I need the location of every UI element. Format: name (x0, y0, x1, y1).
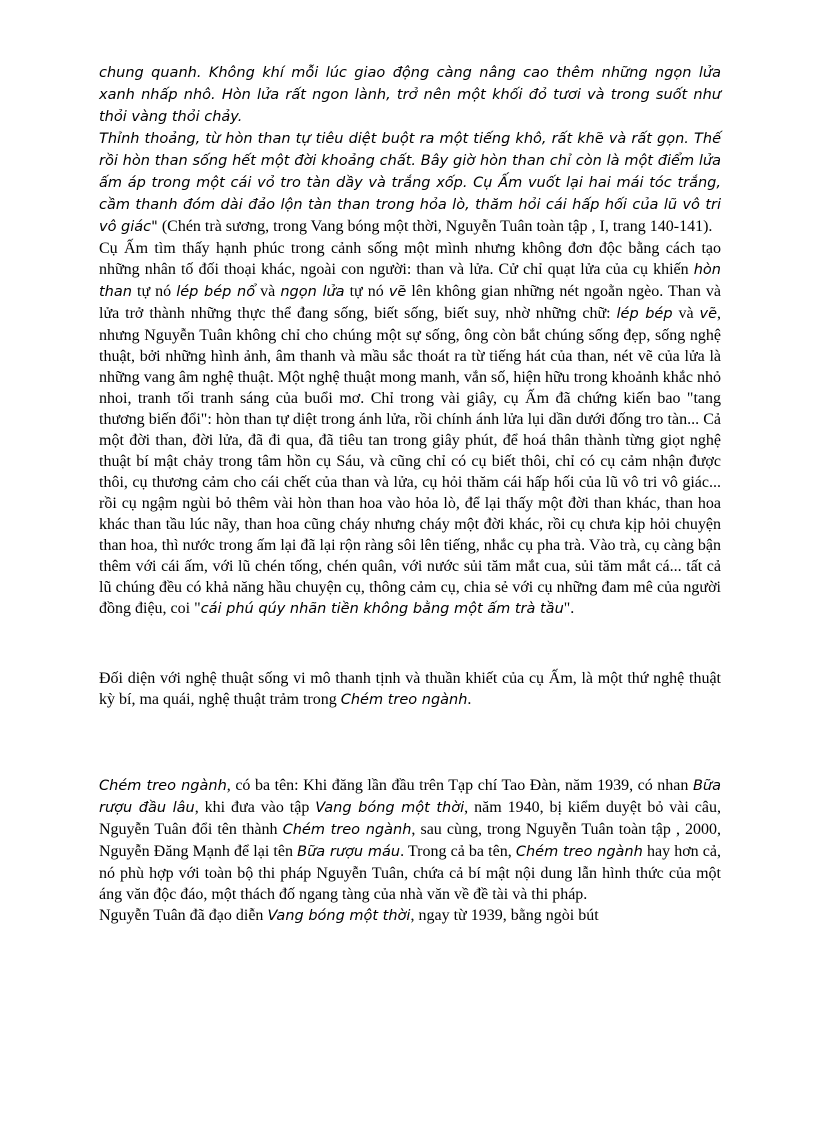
paragraph-transition (99, 668, 721, 711)
paragraph-quote-continuation (99, 62, 721, 128)
citation: (Chén trà sương, trong Vang bóng một thời, Nguyễn Tuân toàn tập , I, trang 140-141). (157, 218, 713, 235)
emphasis: lép bép (616, 306, 673, 322)
emphasis: cái phú qúy nhãn tiền không bằng một ấm trà tầu (200, 601, 564, 617)
document-page (99, 62, 721, 927)
text-run: lên không gian những nét ngoằn ngèo. Than và lửa trở thành những thực thể đang sống, biết sống, biết suy, nhờ những chữ: (99, 283, 722, 322)
text-run: , năm 1940, bị kiểm duyệt bỏ vài câu, Nguyễn Tuân đổi tên thành (99, 799, 721, 838)
paragraph-titles (99, 775, 721, 905)
text-run: Nguyễn Tuân đã đạo diễn (99, 907, 268, 924)
paragraph-quote-end (99, 128, 721, 238)
text-run: Đối diện với nghệ thuật sống vi mô thanh tịnh và thuần khiết của cụ Ấm, là một thứ nghệ thuật kỳ bí, ma quái, nghệ thuật trảm trong (99, 670, 721, 708)
text-run: và (255, 283, 281, 300)
quote-text: chung quanh. Không khí mỗi lúc giao động càng nâng cao thêm những ngọn lửa xanh nhấp nhô. Hòn lửa rất ngon lành, trở nên một khối đỏ tươi và trong suốt như thỏi vàng thỏi chảy. (99, 65, 721, 125)
text-run: , ngay từ 1939, bằng ngòi bút (410, 907, 599, 924)
emphasis: Bữa rượu máu (297, 844, 401, 860)
text-run: . (467, 691, 472, 708)
emphasis: ngọn lửa (280, 284, 345, 300)
emphasis: vẽ (699, 306, 718, 322)
text-run: tự nó (131, 283, 177, 300)
emphasis: hòn than (99, 262, 721, 300)
text-run: , có ba tên: Khi đăng lần đầu trên Tạp chí Tao Đàn, năm 1939, có nhan (226, 777, 693, 794)
text-run: hay hơn cả, nó phù hợp với toàn bộ thi pháp Nguyễn Tuân, chứa cả bí mật nội dung lẫn hình thức của một áng văn độc đáo, một thách đố ngang tàng của nhà văn về đề tài và thi pháp. (99, 843, 722, 903)
emphasis: Chém treo ngành (515, 844, 643, 860)
emphasis: Chém treo ngành (340, 692, 468, 708)
text-run: tự nó (344, 283, 389, 300)
paragraph-analysis (99, 238, 721, 620)
text-run: , sau cùng, trong Nguyễn Tuân toàn tập , 2000, Nguyễn Đăng Mạnh để lại tên (99, 821, 722, 860)
quote-text: Thỉnh thoảng, từ hòn than tự tiêu diệt buột ra một tiếng khô, rất khẽ và rất gọn. Thế rồi hòn than sống hết một đời khoảng chất. Bây giờ hòn than chỉ còn là một điểm lửa ấm áp trong một cái vỏ tro tàn dầy và trắng xốp. Cụ Ấm vuốt lại hai mái tóc trắng, cầm thanh đóm dài đảo lộn tàn than trong hỏa lò, thăm hỏi cái hấp hối của lũ vô tri vô giác" (99, 131, 721, 235)
paragraph-final (99, 905, 721, 927)
text-run: . Trong cả ba tên, (400, 843, 516, 860)
paragraph-gap (99, 711, 721, 775)
emphasis: Chém treo ngành (282, 822, 412, 838)
text-run: , khi đưa vào tập (194, 799, 316, 816)
text-run: , nhưng Nguyễn Tuân không chỉ cho chúng một sự sống, ông còn bắt chúng sống đẹp, sống nghệ thuật, bởi những hình ảnh, âm thanh và mầu sắc thoát ra từ tiếng hát của than, nét vẽ của lửa là những vang âm nghệ thuật. Một nghệ thuật mong manh, vắn số, hiện hữu trong khoảnh khắc nhỏ nhoi, tranh tối tranh sáng của buổi mơ. Chỉ trong vài giây, cụ Ấm đã chứng kiến bao "tang thương biến đổi": hòn than tự diệt trong ánh lửa, rồi chính ánh lửa lụi dần dưới đống tro tàn... Cả một đời than, đời lửa, đã đi qua, đã tiêu tan trong giây phút, để hoá thân thành từng giọt nghệ thuật bí mật chảy trong tâm hồn cụ Sáu, và cũng chỉ có cụ biết thôi, chỉ có cụ cảm nhận được thôi, cụ thương cảm cho cái chết của than và lửa, cụ hỏi thăm cái hấp hối của lũ vô tri vô giác... rồi cụ ngậm ngùi bỏ thêm vài hòn than hoa vào hỏa lò, để lại thấy một đời than khác, than hoa khác than tầu lúc nãy, than hoa cũng cháy nhưng cháy một đời khác, rồi cụ chưa kịp hỏi chuyện than hoa, thì nước trong ấm lại đã lại rộn ràng sôi lên tiếng, nhắc cụ pha trà. Vào trà, cụ càng bận thêm với cái ấm, với lũ chén tống, chén quân, với nước sủi tăm mắt cua, sủi tăm mắt cá... tất cả lũ chúng đều có khả năng hầu chuyện cụ, thông cảm cụ, chia sẻ với cụ những đam mê của người đồng điệu, coi " (99, 305, 722, 617)
text-run: ". (563, 600, 575, 617)
emphasis: vẽ (388, 284, 407, 300)
text-run: và (672, 305, 700, 322)
emphasis: Vang bóng một thời (267, 908, 411, 924)
paragraph-gap (99, 620, 721, 668)
emphasis: Bữa rượu đầu lâu (99, 778, 721, 816)
emphasis: Vang bóng một thời (315, 800, 465, 816)
emphasis: Chém treo ngành (99, 778, 227, 794)
text-run: Cụ Ấm tìm thấy hạnh phúc trong cảnh sống một mình nhưng không đơn độc bằng cách tạo những nhân tố đối thoại khác, ngoài con người: than và lửa. Cử chỉ quạt lửa của cụ khiến (99, 240, 721, 278)
emphasis: lép bép nổ (176, 284, 256, 300)
